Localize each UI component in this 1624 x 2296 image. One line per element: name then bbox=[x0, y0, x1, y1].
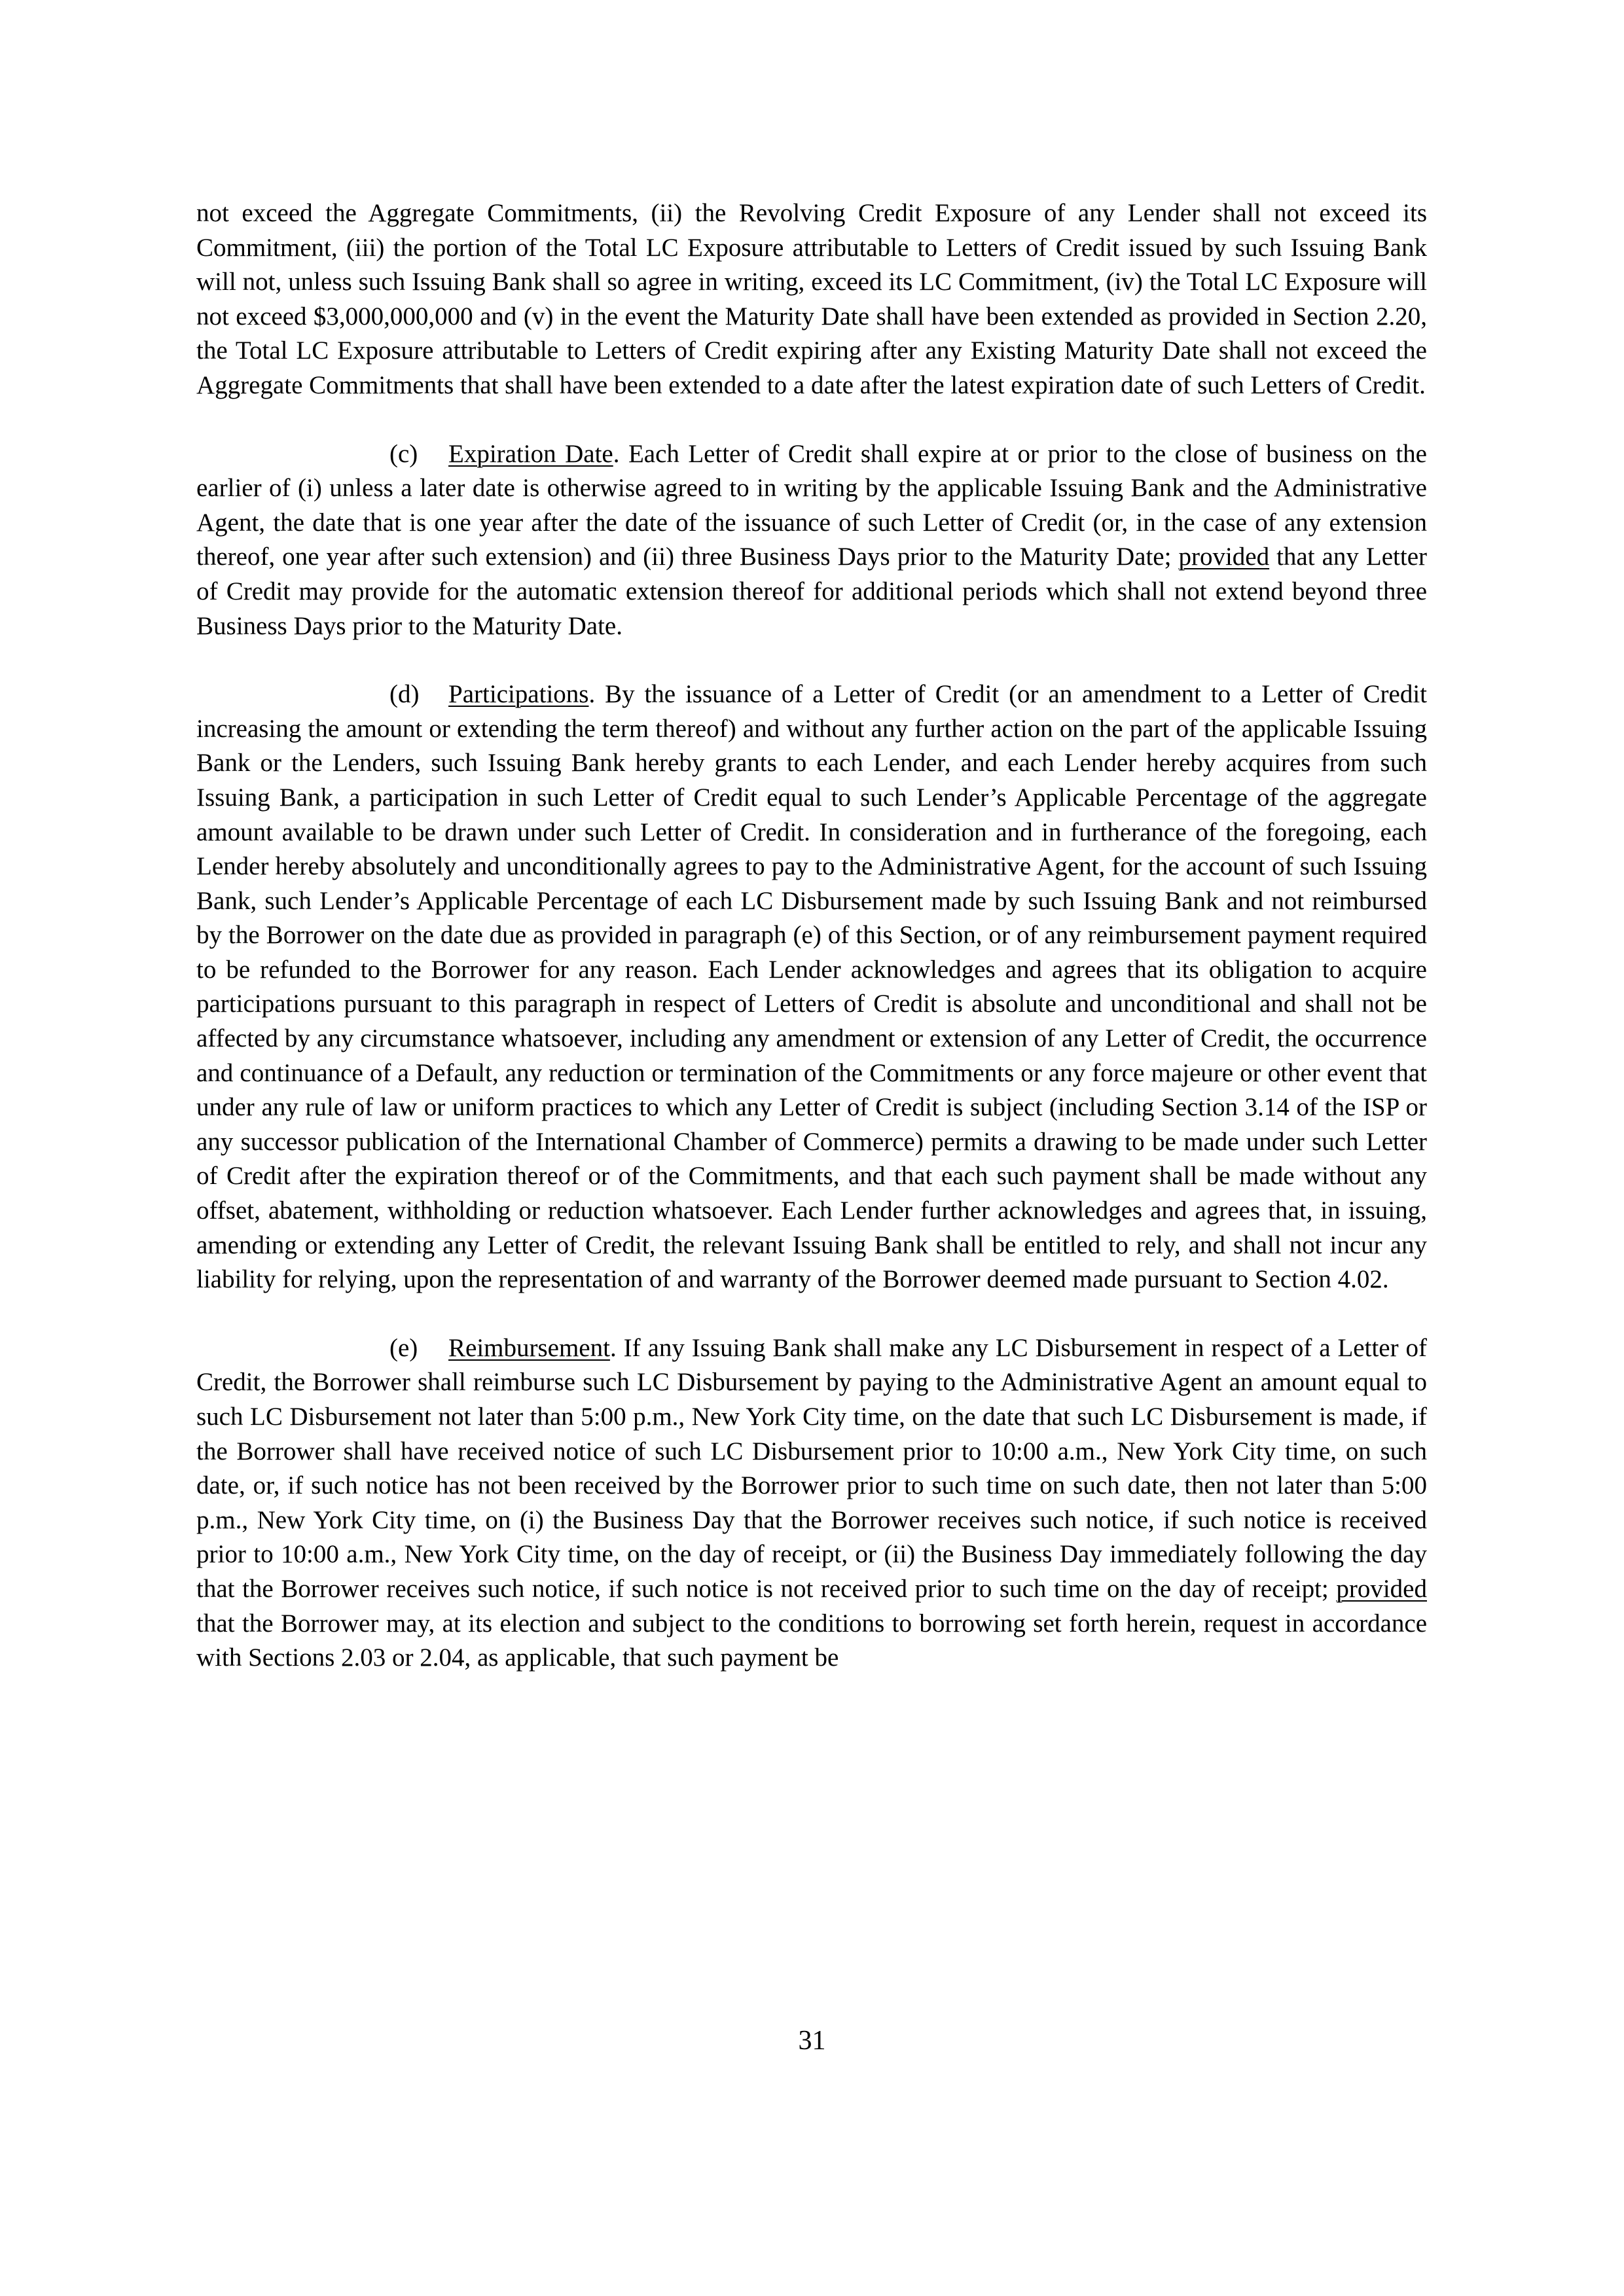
paragraph-text: . Each Letter of Credit shall expire at or prior to the close of business on the earlier of (i) unless a later date is otherwise agreed to in writing by the applicable Issuing Bank and the Administrative Agent, the date that is one year after the date of the issuance of such Letter of Credit (or, in the case of any extension thereof, one year after such extension) and (ii) three Business Days prior to the Maturity Date; bbox=[196, 439, 1427, 571]
paragraph-text-continued: that any Letter of Credit may provide for the automatic extension thereof for additional periods which shall not extend beyond three Business Days prior to the Maturity Date. bbox=[196, 543, 1427, 640]
provided-emphasis: provided bbox=[1178, 543, 1270, 571]
paragraph-text: not exceed the Aggregate Commitments, (ii) the Revolving Credit Exposure of any Lender shall not exceed its Commitment, (iii) the portion of the Total LC Exposure attributable to Letters of Credit issued by such Issuing Bank will not, unless such Issuing Bank shall so agree in writing, exceed its LC Commitment, (iv) the Total LC Exposure will not exceed $3,000,000,000 and (v) in the event the Maturity Date shall have been extended as provided in Section 2.20, the Total LC Exposure attributable to Letters of Credit expiring after any Existing Maturity Date shall not exceed the Aggregate Commitments that shall have been extended to a date after the latest expiration date of such Letters of Credit. bbox=[196, 199, 1427, 399]
paragraph-b-continuation bbox=[196, 196, 1427, 403]
paragraph-c-expiration-date bbox=[196, 437, 1427, 644]
paragraph-text: . If any Issuing Bank shall make any LC Disbursement in respect of a Letter of Credit, the Borrower shall reimburse such LC Disbursement by paying to the Administrative Agent an amount equal to such LC Disbursement not later than 5:00 p.m., New York City time, on the date that such LC Disbursement is made, if the Borrower shall have received notice of such LC Disbursement prior to 10:00 a.m., New York City time, on such date, or, if such notice has not been received by the Borrower prior to such time on such date, then not later than 5:00 p.m., New York City time, on (i) the Business Day that the Borrower receives such notice, if such notice is received prior to 10:00 a.m., New York City time, on the day of receipt, or (ii) the Business Day immediately following the day that the Borrower receives such notice, if such notice is not received prior to such time on the day of receipt; bbox=[196, 1333, 1427, 1603]
paragraph-text-continued: that the Borrower may, at its election and subject to the conditions to borrowing set forth herein, request in accordance with Sections 2.03 or 2.04, as applicable, that such payment be bbox=[196, 1609, 1427, 1672]
paragraph-text: . By the issuance of a Letter of Credit (or an amendment to a Letter of Credit increasing the amount or extending the term thereof) and without any further action on the part of the applicable Issuing Bank or the Lenders, such Issuing Bank hereby grants to each Lender, and each Lender hereby acquires from such Issuing Bank, a participation in such Letter of Credit equal to such Lender’s Applicable Percentage of the aggregate amount available to be drawn under such Letter of Credit. In consideration and in furtherance of the foregoing, each Lender hereby absolutely and unconditionally agrees to pay to the Administrative Agent, for the account of such Issuing Bank, such Lender’s Applicable Percentage of each LC Disbursement made by such Issuing Bank and not reimbursed by the Borrower on the date due as provided in paragraph (e) of this Section, or of any reimbursement payment required to be refunded to the Borrower for any reason. Each Lender acknowledges and agrees that its obligation to acquire participations pursuant to this paragraph in respect of Letters of Credit is absolute and unconditional and shall not be affected by any circumstance whatsoever, including any amendment or extension of any Letter of Credit, the occurrence and continuance of a Default, any reduction or termination of the Commitments or any force majeure or other event that under any rule of law or uniform practices to which any Letter of Credit is subject (including Section 3.14 of the ISP or any successor publication of the International Chamber of Commerce) permits a drawing to be made under such Letter of Credit after the expiration thereof or of the Commitments, and that each such payment shall be made without any offset, abatement, withholding or reduction whatsoever. Each Lender further acknowledges and agrees that, in issuing, amending or extending any Letter of Credit, the relevant Issuing Bank shall be entitled to rely, and shall not incur any liability for relying, upon the representation of and warranty of the Borrower deemed made pursuant to Section 4.02. bbox=[196, 680, 1427, 1294]
page-number: 31 bbox=[798, 2026, 826, 2056]
document-body bbox=[196, 196, 1427, 1676]
section-heading-expiration-date: Expiration Date bbox=[448, 439, 613, 468]
paragraph-label: (e) bbox=[389, 1333, 418, 1362]
section-heading-reimbursement: Reimbursement bbox=[448, 1333, 610, 1362]
section-heading-participations: Participations bbox=[448, 680, 589, 709]
provided-emphasis: provided bbox=[1336, 1574, 1427, 1603]
paragraph-e-reimbursement bbox=[196, 1331, 1427, 1676]
paragraph-d-participations bbox=[196, 677, 1427, 1297]
paragraph-label: (d) bbox=[389, 680, 420, 709]
paragraph-label: (c) bbox=[389, 439, 418, 468]
